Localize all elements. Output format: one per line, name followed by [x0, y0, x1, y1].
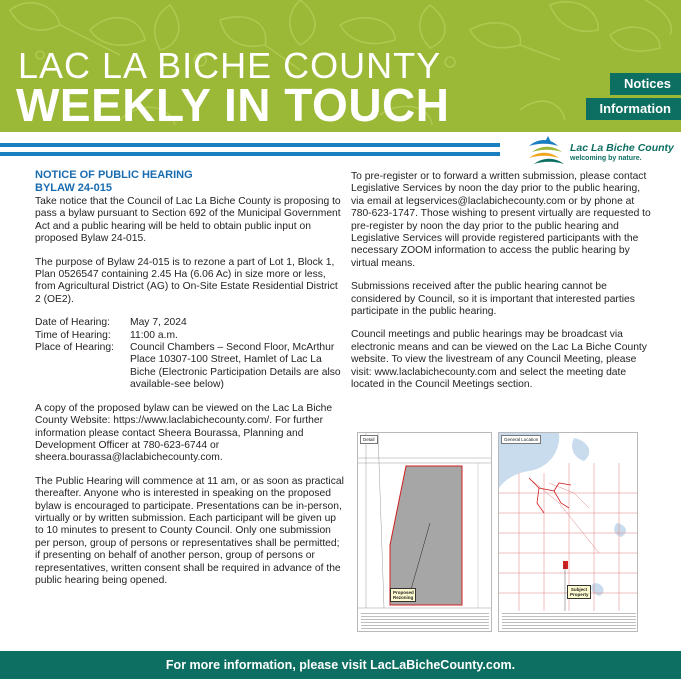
title-line-2: WEEKLY IN TOUCH — [16, 79, 450, 131]
notice-paragraph-pre-register: To pre-register or to forward a written submission, please contact Legislative Services by noon the day prior to the public hearing, via email at legservices@laclabichecounty.com or by phone at 780-623-1747. Those wishing to present virtually are requested to pre-register by noon the day prior to the public hearing and Legislative Services will provide registered participants with the necessary ZOOM information to access the public hearing by virtual means. — [351, 171, 651, 269]
notice-heading-line-1: NOTICE OF PUBLIC HEARING — [35, 169, 193, 181]
notice-left-column — [35, 169, 345, 598]
notice-paragraph-late-submissions: Submissions received after the public hearing cannot be considered by Council, so it is important that interested parties participate in the public hearing. — [351, 281, 635, 318]
tag-information[interactable]: Information — [586, 98, 681, 120]
notice-right-column — [351, 171, 651, 403]
location-map-corner-label: General Location — [501, 435, 541, 444]
notice-paragraph-intro: Take notice that the Council of Lac La Biche County is proposing to pass a bylaw pursuant to Section 692 of the Municipal Government Act and a public hearing will be held to obtain public input on proposed Bylaw 24-015. — [35, 196, 341, 245]
notice-heading-line-2: BYLAW 24-015 — [35, 181, 113, 194]
county-logo-icon — [526, 134, 568, 170]
hearing-place-label: Place of Hearing: — [35, 342, 114, 354]
divider-stripe-bottom — [0, 152, 500, 156]
detail-map-corner-label: Detail — [360, 435, 378, 444]
notice-paragraph-purpose: The purpose of Bylaw 24-015 is to rezone a part of Lot 1, Block 1, Plan 0526547 containing 2.45 Ha (6.06 Ac) in size more or less, from Agricultural District (AG) to On-Site Estate Residential District 2 (OE2). — [35, 256, 338, 305]
tag-notices[interactable]: Notices — [610, 73, 681, 95]
notice-paragraph-bylaw-copy: A copy of the proposed bylaw can be viewed on the Lac La Biche County Website: https://www.laclabichecounty.com/. For further information please contact Sheera Bourassa, Planning and Development Officer at 780-623-6744 or sheera.bourassa@laclabichecounty.com. — [35, 402, 333, 464]
title-line-1: LAC LA BICHE COUNTY — [18, 45, 442, 86]
hearing-details — [35, 317, 345, 391]
divider-stripe-top — [0, 143, 500, 147]
footer-banner[interactable]: For more information, please visit LacLaBicheCounty.com. — [0, 651, 681, 679]
notice-paragraph-public-hearing: The Public Hearing will commence at 11 am, or as soon as practical thereafter. Anyone who is interested in speaking on the proposed bylaw is encouraged to participate. Presentations can be in-person, virtually or by written submission. Each participant will be given up to 10 minutes to present to County Council. Only one submission per person, group of persons or representatives shall be permitted; if presenting on behalf of another person, group of persons or representatives, written consent shall be required in advance of the public hearing being opened. — [35, 475, 344, 586]
hearing-place-value: Council Chambers – Second Floor, McArthur Place 10307-100 Street, Hamlet of Lac La Biche (Electronic Participation Details are also available-see below) — [130, 342, 341, 391]
notice-heading — [35, 169, 345, 194]
logo-name: Lac La Biche County — [570, 142, 674, 154]
hearing-time-value: 11:00 a.m. — [130, 329, 178, 341]
location-map-callout: Subject Property — [567, 585, 591, 599]
detail-map — [357, 432, 492, 632]
detail-map-fine-print — [361, 613, 489, 629]
hearing-time-label: Time of Hearing: — [35, 329, 111, 341]
notice-paragraph-broadcast: Council meetings and public hearings may be broadcast via electronic means and can be viewed on the Lac La Biche County website. To view the livestream of any Council Meeting, please visit: www.laclabichecounty.com and select the meeting date located in the Council Meetings section. — [351, 329, 647, 391]
location-map-fine-print — [502, 613, 636, 629]
detail-map-callout: Proposed Rezoning — [390, 588, 416, 602]
logo-tagline: welcoming by nature. — [570, 155, 642, 162]
location-map-drawing — [499, 433, 638, 632]
county-logo — [526, 132, 676, 172]
hearing-date-value: May 7, 2024 — [130, 317, 187, 329]
header-banner — [0, 0, 681, 132]
detail-map-drawing — [358, 433, 492, 632]
hearing-date-label: Date of Hearing: — [35, 317, 110, 329]
location-map — [498, 432, 638, 632]
